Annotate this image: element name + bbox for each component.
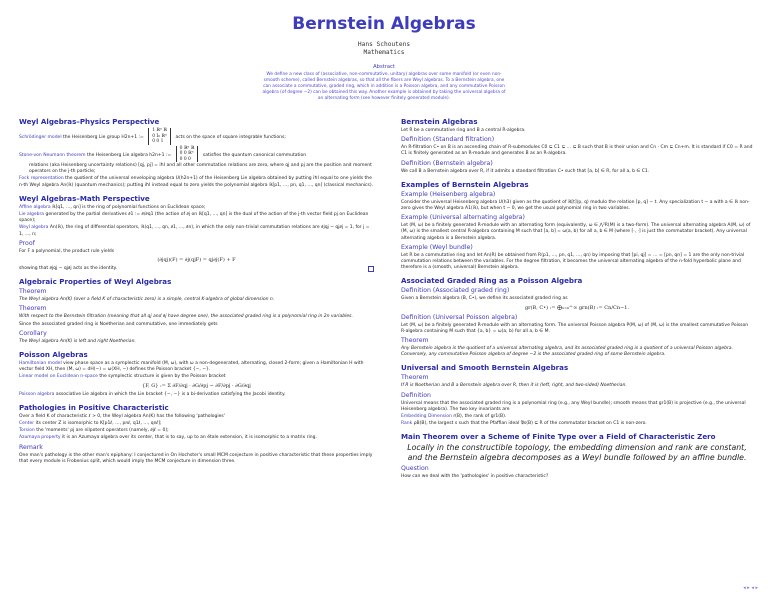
abstract-label: Abstract [373,64,395,70]
list-item [19,212,374,224]
item-text: the 'moments' pj are nilpotent operators (namely, ∂jℓ = 0); [36,428,169,434]
term-link[interactable]: Center [19,421,35,427]
block-title: Theorem [401,337,429,345]
proof-end-line [19,266,374,272]
term-link[interactable]: Schrödinger model [19,134,62,140]
matrix-row: 0 0 1 [152,139,164,144]
schrodinger-model-item [19,128,374,145]
section-title: Main Theorem over a Scheme of Finite Type over a Field of Characteristic Zero [401,432,716,442]
block-title: Theorem [401,374,429,382]
block-title: Remark [19,443,43,451]
section-title: Bernstein Algebras [401,117,478,126]
section-title: Poisson Algebras [19,350,88,360]
heisenberg-algebra-matrix [176,146,199,163]
main-theorem-statement: Locally in the constructible topology, the embedding dimension and rank are constant, and the Bernstein algebra decomposes as a Weyl bundle followed by an affine bundle. [407,443,747,463]
item-text: view phase space as a symplectic manifold (M, ω), with ω a non-degenerated, alternating, closed 2-form; given a Hamiltonian H with vector field XH, then (M, ω) = dH(−) = ω(XH, −) defines the Poisson bracket {−, −}. [19,361,364,373]
question-text: How can we deal with the 'pathologies' in positive characteristic? [401,474,549,480]
term-link[interactable]: Fock representation [19,176,64,182]
matrix-row: 0 I₀ ℝⁿ [152,133,167,139]
theorem-text: The Weyl algebra An(K) (over a field K of characteristic zero) is a simple, central K-algebra of global dimension n. [19,297,275,303]
section-title: Examples of Bernstein Algebras [401,179,529,189]
left-column [19,112,374,466]
matrix-row: 1 ℝⁿ ℝ [152,128,168,133]
list-item [401,414,753,420]
section-title: Associated Graded Ring as a Poisson Algebra [401,276,583,286]
item-text: ℝ[q1, …, qn] is the ring of polynomial functions on Euclidean space; [52,204,206,210]
block-title: Definition [401,391,431,399]
term-link[interactable]: Stone-von Neumann theorem [19,152,86,158]
block-title: Definition (Bernstein algebra) [401,159,493,167]
block-title: Theorem [19,288,47,296]
block-title: Example (Heisenberg algebra) [401,190,496,198]
item-text: Let R be a commutative ring and B a central R-algebra. [401,128,526,133]
term-link[interactable]: Lie algebra [19,212,45,218]
fock-representation-item [19,176,374,188]
heisenberg-group-matrix [148,128,171,145]
block-title: Proof [19,239,35,247]
list-item [19,225,374,237]
list-item [401,421,753,427]
block-title: Example (Universal alternating algebra) [401,214,525,222]
section-title: Weyl Algebras–Physics Perspective [19,117,160,126]
section-title: Universal and Smooth Bernstein Algebras [401,363,569,373]
item-text: the Heisenberg Lie group H2n+1 := [63,134,144,140]
example-text: Consider the universal Heisenberg algebra U(h3) given as the quotient of ℝ[t]⟨p, q⟩ modulo the relation [p, q] − t. Any specialization t − a with a ∈ ℝ non-zero gives the Weyl algebra A1(ℝ), but when t − 0, we get the usual polynomial ring in two variables. [401,199,750,212]
theorem-text: Any Bernstein algebra is the quotient of a universal alternating algebra, and its associated graded ring is a quotient of a universal Poisson algebra. Conversely, any commutative Poisson algebra of degree −2 is the associated graded ring of some Bernstein algebra. [401,346,733,358]
definition-text: An R-filtration C• on B is an ascending chain of R-submodules C0 ⊆ C1 ⊆ … ⊆ B such that B is their union and Cn · Cm ⊆ Cn+m. It is standard if C0 = R and C1 is finitely generated as an R-module and generates B as an R-algebra. [401,145,753,157]
item-text: Over a field K of characteristic ℓ > 0, the Weyl algebra An(K) has the following 'pathologies' [19,413,226,419]
item-text: generated by the partial derivatives ∂1 := ∂/∂q1 (the action of ∂j on ℝ[q1, …, qn] is the dual of the action of the j-th vector field pj on Euclidean space); [19,212,369,224]
section-title: Weyl Algebras–Math Perspective [19,193,150,203]
theorem-text: If R is Noetherian and B a Bernstein algebra over R, then it is (left, right, and two-sided) Noetherian. [401,383,627,389]
item-text: the quotient of the universal enveloping algebra U(h2n+1) of the Heisenberg Lie algebra obtained by putting iħI equal to one yields the n-th Weyl algebra An(ℝ) (quantum mechanics); putting iħI instead equal to zero yields the polynomial algebra ℝ[p1, …, pn, q1, …, qn] (classical mechanics). [19,176,374,188]
example-text: Let R be a commutative ring and let An(R) be obtained from R⟨p1, …, pn, q1, …, qn⟩ by imposing that [pi, qj] = … = [pn, qn] = 1 are the only non-trivial commutation relations between the variables. For the degree filtration, it becomes the universal alternating algebra of the n-fold hyperbolic plane and therefore is a (smooth, universal) Bernstein algebra. [401,252,745,271]
display-formula: gr(B, C•) := ⨁ₙ₌₀^∞ grn(B) := Cn/Cn−1. [524,304,630,311]
matrix-row: 0 0 ℝⁿ [179,151,194,156]
abstract-text: We define a new class of (associative, non-commutative, unitary) algebras over some manifold (or even non-smooth scheme), called Bernstein algebras, so that all the fibers are Weyl algebras. To a Bernstein algebra, one can associate a commutative, graded ring, which in addition is a Poisson algebra, and any commutative Poisson algebra (of degree −2) can be obtained this way. Another example is obtained by taking the universal algebra of an alternating form (see however finitely generated module). [262,72,506,101]
term-link[interactable]: Rank [401,421,413,427]
section-title: Algebraic Properties of Weyl Algebras [19,277,172,287]
block-title: Question [401,465,429,473]
item-text: acts on the space of square integrable functions; [175,134,286,140]
item-text: the symplectic structure is given by the Poisson bracket [99,374,226,380]
item-text: associative Lie algebra in which the Lie bracket {−, −} is a bi-derivation satisfying the Jacobi identity. [55,391,286,397]
item-text: its center Z is isomorphic to K[p1ℓ, …, pnℓ, q1ℓ, …, qnℓ]; [35,421,162,427]
term-link[interactable]: Poisson algebra [19,391,55,397]
term-link[interactable]: Embedding Dimension [401,414,452,420]
item-text: it is an Azumaya algebra over its center, that is to say, up to an étale extension, it is isomorphic to a matrix ring. [62,435,317,441]
item-text: ρB(B), the largest s such that the Pfaffian ideal 𝔓s(B) ⊆ R of the commutator bracket on C1 is non-zero. [413,421,647,427]
term-link[interactable]: Torsion [19,428,35,434]
item-text: the Heisenberg Lie algebra h2n+1 := [86,152,172,158]
list-item [19,421,374,427]
term-link[interactable]: Hamiltonian model [19,361,62,367]
author-block [0,41,768,57]
term-link[interactable]: Azumaya property [19,435,61,441]
definition-text: Given a Bernstein algebra (B, C•), we define its associated graded ring as [401,296,568,302]
block-title: Corollary [19,329,47,337]
author-affiliation: Mathematics [363,49,405,56]
list-item [19,435,374,441]
matrix-row: 0 0 0 [179,156,191,162]
display-formula: (∂jqj)(F) = ∂j(qjF) = qj∂j(F) + F [157,257,236,264]
theorem-text: With respect to the Bernstein filtration (meaning that all qj and ∂j have degree one), the associated graded ring is a polynomial ring in 2n variables. [19,314,353,320]
list-item [19,361,374,373]
page-title: Bernstein Algebras [292,14,476,34]
right-column [401,112,753,482]
term-link[interactable]: Linear model on Euclidean n-space [19,374,98,380]
block-title: Definition (Universal Poisson algebra) [401,313,518,321]
list-item [19,428,374,434]
definition-text: Universal means that the associated graded ring is a polynomial ring (e.g., any Weyl bundle); smooth means that gr1(B) is projective (e.g., the universal Heisenberg algebra). The two key invariants are [401,400,746,412]
item-text: Since the associated graded ring is Noetherian and commutative, one immediately gets [19,321,218,327]
qed-icon [366,266,374,275]
list-item [19,205,374,211]
block-title: Example (Weyl bundle) [401,243,473,251]
author-name: Hans Schoutens [357,41,411,48]
block-title: Definition (Associated graded ring) [401,287,510,295]
remark-text: One man's pathology is the other man's epiphany: I conjectured in On Hochster's small MCM conjecture in positive characteristic that these properties imply that every module is Frobenius split, which would imply the MCM conjecture in dimension three. [19,452,373,464]
item-text: An(ℝ), the ring of differential operators, ℝ⟨q1, …, qn, ∂1, …, ∂n⟩, in which the only non-trivial commutation relations are ∂jqj − qj∂j = 1, for j = 1, …, n; [19,225,370,237]
display-formula: {F, G} := Σ ∂F/∂qj · ∂G/∂pj − ∂F/∂pj · ∂G/∂qj [142,382,251,389]
item-text: satisfies the quantum canonical commutation [202,152,307,158]
definition-text: We call B a Bernstein algebra over R, if it admits a standard filtration C• such that [a, b] ∈ R, for all a, b ∈ C1. [401,168,650,174]
term-link[interactable]: Weyl algebra [19,225,49,231]
block-title: Definition (Standard filtration) [401,136,495,144]
item-text: For F a polynomial, the product rule yields [19,248,115,254]
theorem-text: The Weyl algebra An(K) is left and right Noetherian. [19,338,136,344]
list-item [19,374,374,380]
example-text: Let (M, ω) be a finitely generated R-module with an alternating form (equivalently, ω ∈ ⋀²R(M) is a two-form). The universal alternating algebra A(M, ω) of (M, ω) is the smallest central R-algebra containing M such that [a, b] = ω(a, b) for all a, b ∈ M (where [·, ·] is just the commutator bracket). Any universal alternating algebra is a Bernstein algebra. [401,223,751,241]
item-text: relations (aka Heisenberg uncertainty relations) [qj, pj] = iħI and all other commutation relations are zero, where qj and pj are the position and moment operators on the j-th particle; [29,163,372,175]
navigation-icons[interactable]: ◂ ▸ ◂ ▸ [743,585,758,591]
list-item [19,392,374,398]
matrix-row: 0 ℝⁿ ℝ [179,145,195,151]
item-text: r(B), the rank of gr1(B). [453,414,507,420]
section-title: Pathologies in Positive Characteristic [19,402,169,412]
item-text: showing that ∂jqj − qj∂j acts as the identity. [19,266,118,272]
block-title: Theorem [19,305,47,313]
term-link[interactable]: Affine algebra [19,204,51,210]
definition-text: Let (M, ω) be a finitely generated R-module with an alternating form. The universal Poisson algebra P(M, ω) of (M, ω) is the smallest commutative Poisson R-algebra containing M such that {a, b} = ω(a, b) for all a, b ∈ M. [401,322,749,334]
stone-von-neumann-item [19,146,374,163]
